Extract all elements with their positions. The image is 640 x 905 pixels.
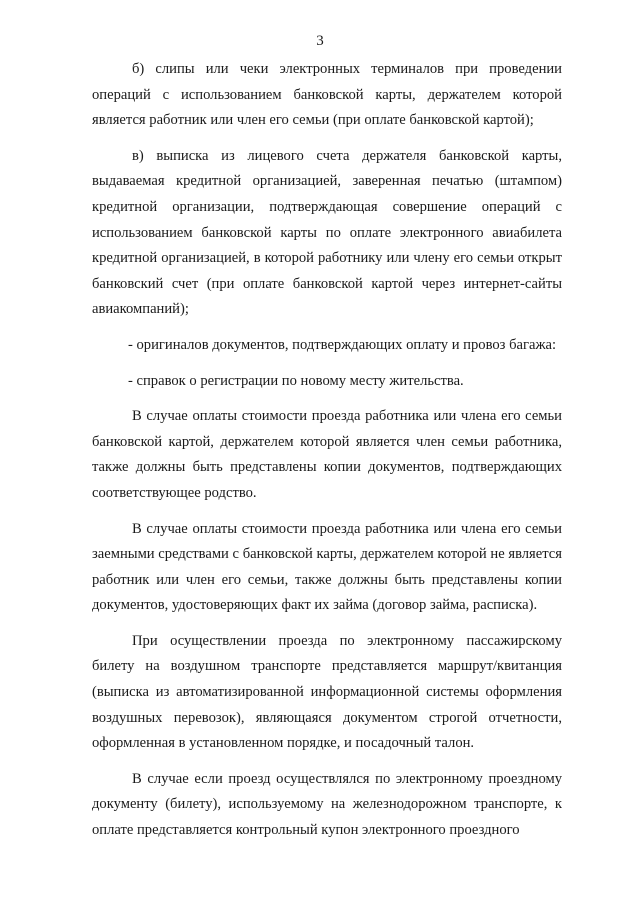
paragraph-family-member-card: В случае оплаты стоимости проезда работника или члена его семьи банковской картой, держателем которой является член семьи работника, также должны быть представлены копии документов, подтверждающих соответствующее родство. bbox=[92, 408, 562, 501]
paragraph-b-slips: б) слипы или чеки электронных терминалов при проведении операций с использованием банковской карты, держателем которой является работник или член его семьи (при оплате банковской картой); bbox=[92, 61, 562, 129]
paragraph-v-bank-statement: в) выписка из лицевого счета держателя банковской карты, выдаваемая кредитной организацией, заверенная печатью (штампом) кредитной организации, подтверждающая совершение операций с использованием банковской карты по оплате электронного авиабилета кредитной организацией, в которой работнику или члену его семьи открыт банковский счет (при оплате банковской картой через интернет-сайты авиакомпаний); bbox=[92, 147, 562, 318]
paragraph-borrowed-funds: В случае оплаты стоимости проезда работника или члена его семьи заемными средствами с банковской карты, держателем которой не является работник или член его семьи, также должны быть представлены копии документов, удостоверяющих факт их займа (договор займа, расписка). bbox=[92, 520, 562, 614]
paragraph-luggage-documents: - оригиналов документов, подтверждающих оплату и провоз багажа: bbox=[128, 336, 557, 353]
paragraph-rail-e-ticket: В случае если проезд осуществлялся по электронному проездному документу (билету), используемому на железнодорожном транспорте, к оплате представляется контрольный купон электронного проездного bbox=[92, 770, 562, 839]
paragraph-air-e-ticket: При осуществлении проезда по электронному пассажирскому билету на воздушном транспорте представляется маршрут/квитанция (выписка из автоматизированной информационной системы оформления воздушных перевозок), являющаяся документом строгой отчетности, оформленная в установленном порядке, и посадочный талон. bbox=[92, 632, 562, 752]
page-number: 3 bbox=[316, 33, 324, 49]
document-body bbox=[92, 57, 562, 854]
paragraph-registration-certificates: - справок о регистрации по новому месту жительства. bbox=[128, 372, 464, 389]
